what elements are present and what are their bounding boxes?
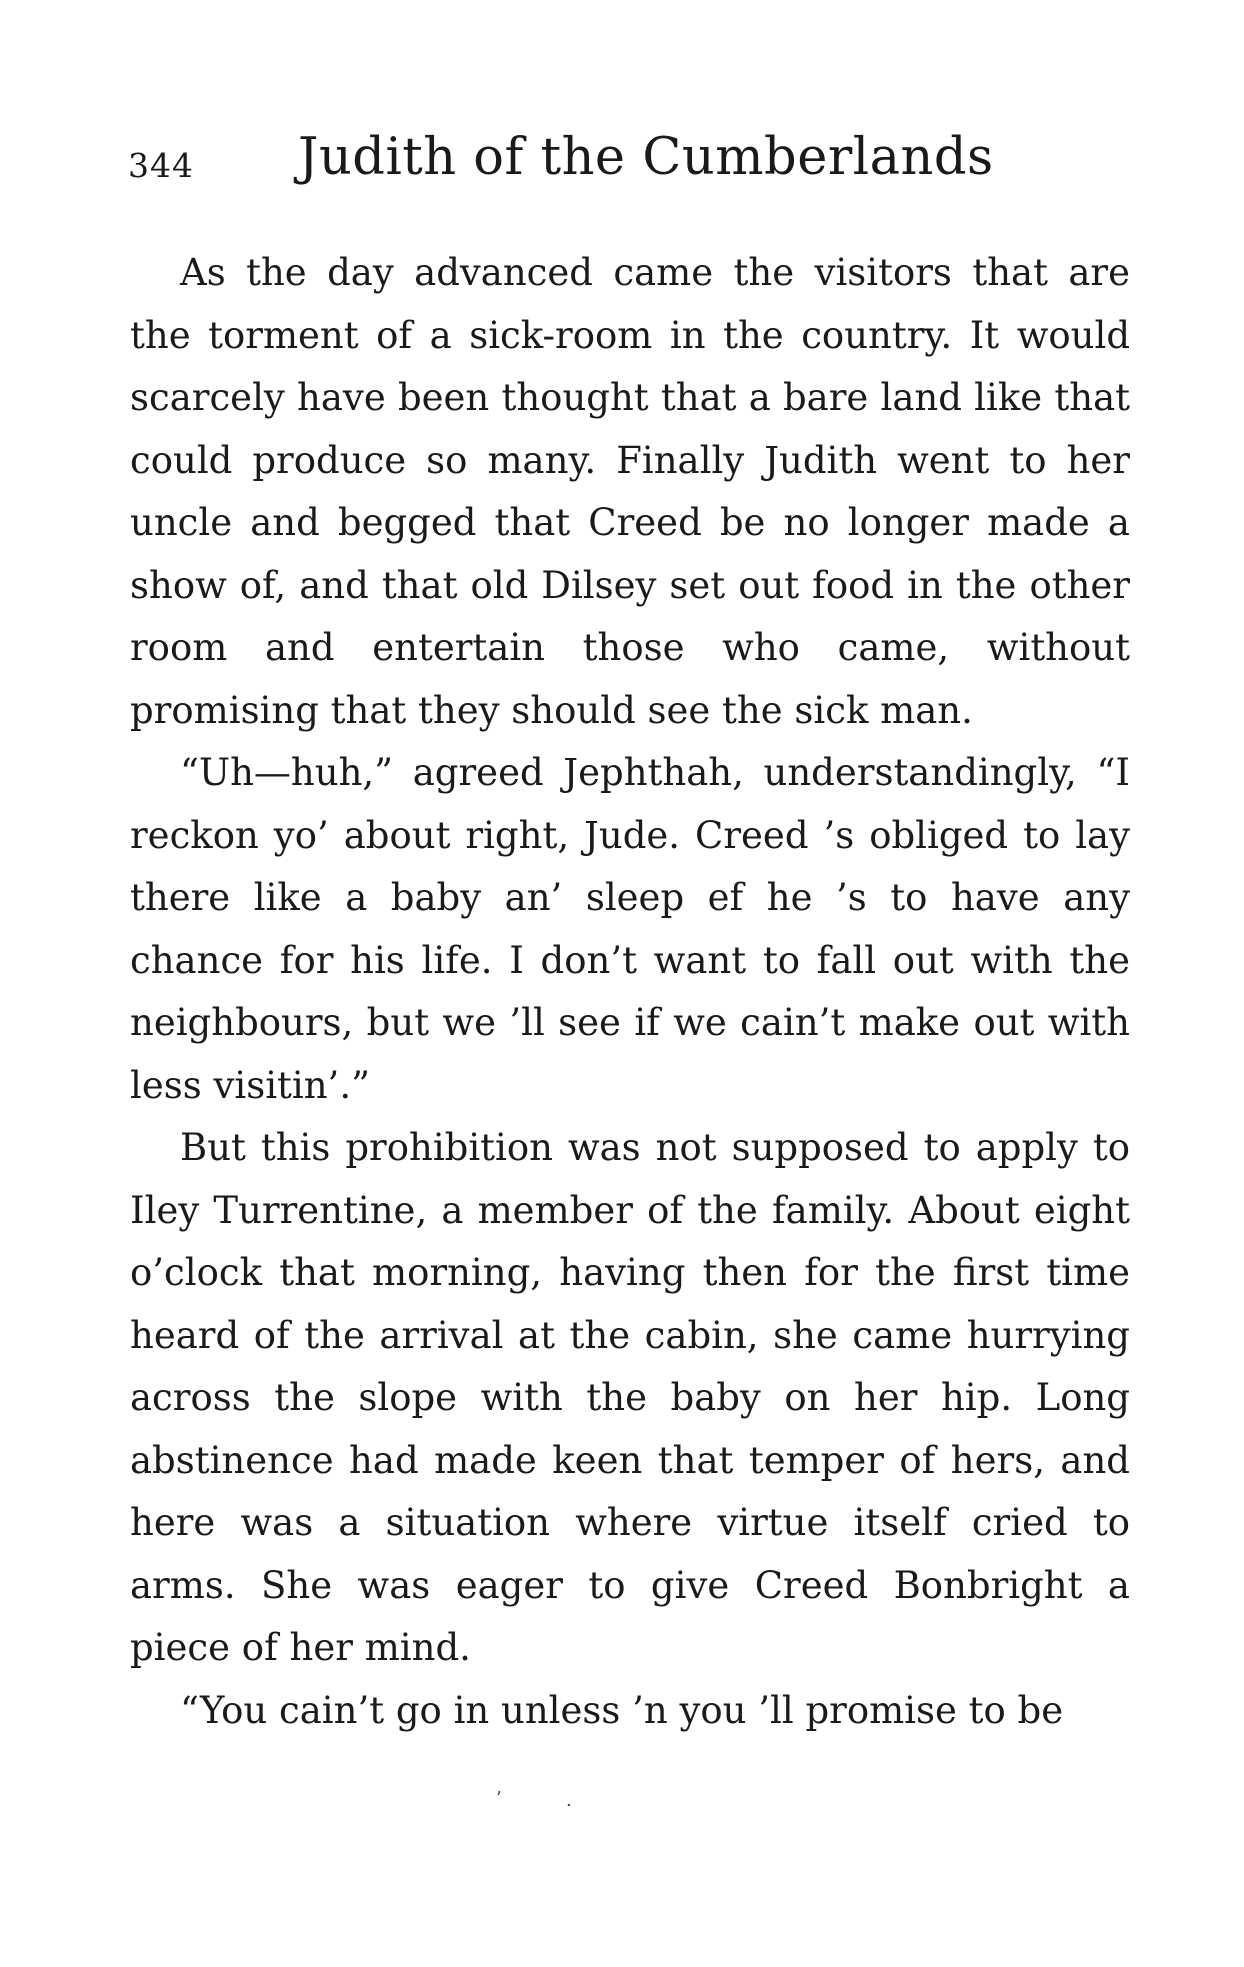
paragraph: “Uh—huh,” agreed Jephthah, understandingly, “I reckon yo’ about right, Jude. Creed ’s obliged to lay there like a baby an’ sleep ef he ’s to have any chance for his life. I don’t want to fall out with the neighbours, but we ’ll see if we cain’t make out with less visitin’.” — [130, 751, 1130, 1107]
paragraph: “You cain’t go in unless ’n you ’ll promise to be — [180, 1688, 1064, 1732]
page-header — [128, 128, 1128, 208]
paragraph: But this prohibition was not supposed to apply to Iley Turrentine, a member of the family. About eight o’clock that morning, having then for the first time heard of the arrival at the cabin, she came hurrying across the slope with the baby on her hip. Long abstinence had made keen that temper of hers, and here was a situation where virtue itself cried to arms. She was eager to give Creed Bonbright a piece of her mind. — [130, 1126, 1130, 1669]
page-number: 344 — [128, 146, 194, 185]
paragraph: As the day advanced came the visitors that are the torment of a sick-room in the country. It would scarcely have been thought that a bare land like that could produce so many. Finally Judith went to her uncle and begged that Creed be no longer made a show of, and that old Dilsey set out food in the other room and entertain those who came, without promising that they should see the sick man. — [130, 251, 1130, 732]
body-text — [130, 242, 1130, 1742]
running-title: Judith of the Cumberlands — [298, 128, 994, 187]
footer-mark-left: ’ — [496, 1788, 502, 1809]
footer-mark-right: . — [566, 1790, 572, 1811]
